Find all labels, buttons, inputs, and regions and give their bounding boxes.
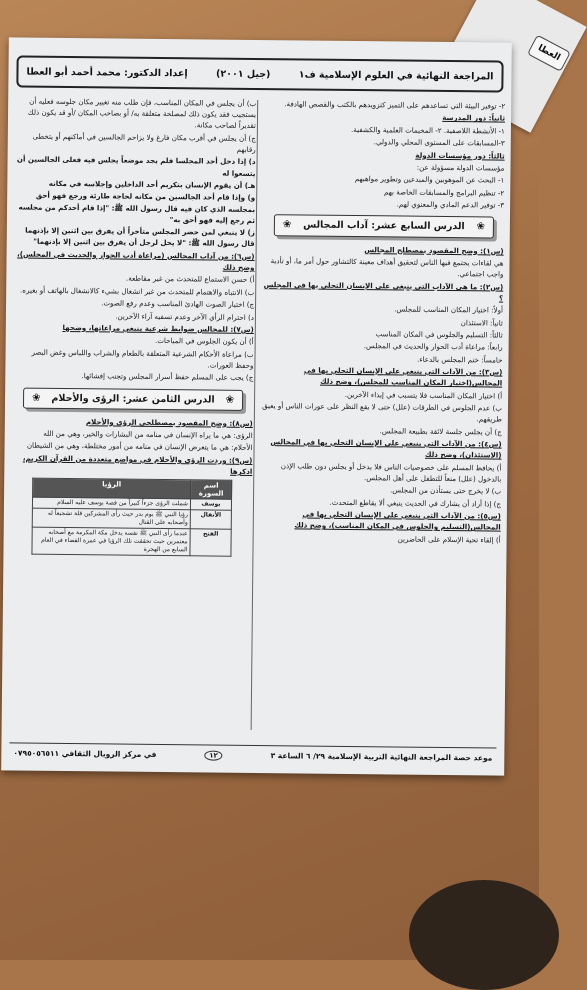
answer: ج) إذا أراد أن يشارك في الحديث ينبغي ألا يقاطع المتحدث.: [329, 497, 502, 509]
answer: ب) أن يجلس في المكان المناسب، فإن طلب منه تغيير مكان جلوسه فعليه أن يستجيب فقد يكون ذلك لمصلحة متعلقة به/ أو بصاحب المكان /أو قد يكون ذلك تقديراً لصاحب مكانة.: [27, 96, 257, 131]
answer: هي لقاءات يجتمع فيها الناس لتحقيق أهداف معينة كالتشاور حول أمر ما، أو تأدية واجب اجتماعي.: [270, 256, 504, 279]
text-line: ٢- تنظيم البرامج والمسابقات الخاصة بهم: [384, 187, 505, 198]
shoe-shadow: [409, 880, 559, 990]
answer: ج) أن يجلس جلسة لائقة بطبيعة المجلس.: [379, 425, 502, 437]
text-line: ٢- توفير البيئة التي تساعدهم على التميز كتزويدهم بالكتب والقصص الهادفة.: [284, 99, 506, 111]
lesson-17-title: الدرس السابع عشر: آداب المجالس: [303, 219, 465, 233]
answer: أولاً: اختيار المكان المناسب للمجلس.: [394, 304, 504, 315]
right-column: [259, 98, 506, 740]
text-line: ٣- توفير الدعم المادي والمعنوي لهم.: [396, 199, 505, 210]
table-cell-surah: الأنفال: [190, 510, 231, 529]
answer: أ) إلقاء تحية الإسلام على الحاضرين: [397, 534, 501, 545]
answer: و) وإذا قام أحد الجالسين من مكانه لحاجة طارئة ورجع فهو أحق بمجلسه الذي كان فيه قال رسول الله ﷺ: "إذا قام أحدكم من مجلسه ثم رجع إليه فهو أحق به": [18, 191, 256, 225]
table-header-row: [33, 478, 232, 499]
page-number: ١٢: [204, 750, 223, 760]
question: (س٩): وردت الرؤى والأحلام في مواضع متعددة من القرآن الكريم، اذكرها: [22, 453, 253, 477]
answer: د) احترام الرأي الآخر وعدم تسفيه آراء الآخرين.: [115, 311, 254, 322]
question: (س٢): ما هي الآداب التي ينبغي على الإنسان التحلي بها في المجلس ؟: [263, 279, 504, 303]
answer: رابعاً: مراعاة أدب الحوار والحديث في المجلس.: [363, 341, 503, 352]
answer: ب) لا يخرج حتى يستأذن من المجلس.: [389, 485, 502, 496]
question: (س٤): من الآداب التي ينبغي على الإنسان التحلي بها في المجالس (الاستئذان)، وضح ذلك: [270, 437, 502, 460]
answer: ب) مراعاة الأحكام الشرعية المتعلقة بالطعام والشراب واللباس وغض البصر وحفظ العورات.: [31, 347, 254, 370]
table-cell-surah: الفتح: [190, 529, 231, 556]
second-sheet-label: العطا: [527, 35, 571, 72]
banner-ornament-icon: ❀: [32, 392, 41, 404]
text-line: ١- الأنشطة اللاصفية. ٢- المخيمات العلمية والكشفية.: [351, 124, 505, 136]
answer: ب) الانتباه والاهتمام للمتحدث من غير انشغال بشيء كالانشغال بالهاتف أو بغيره.: [20, 285, 255, 297]
answer: ز) لا ينبغي لمن حضر المجلس متأخراً أن يفرق بين اثنين إلا بإذنهما قال رسول الله ﷺ: "لا يحل لرجل أن يفرق بين اثنين إلا بإذنهما": [25, 225, 255, 249]
lesson-18-banner: [23, 387, 243, 411]
question: (س٥): من الآداب التي ينبغي على الإنسان التحلي بها في المجالس(التسليم والجلوس في المكان المناسب)، وضح ذلك: [294, 509, 501, 532]
section-heading: ثالثاً: دور مؤسسات الدولة: [415, 150, 505, 161]
text-line: ١- البحث عن الموهوبين والمبدعين وتطوير مواهبهم: [354, 174, 505, 185]
table-row: [32, 508, 231, 529]
answer: خامساً: ختم المجلس بالدعاء.: [417, 354, 503, 365]
answer: الأحلام: هي ما يتعرض الإنسان في منامه من أمور مختلطة، وهي من الشيطان: [26, 441, 253, 453]
visions-table: [31, 478, 232, 557]
header-title: المراجعة النهائية في العلوم الإسلامية ف١: [298, 68, 494, 82]
text-line: ٣-المسابقات على المستوى المحلي والدولي.: [373, 137, 505, 148]
lesson-18-title: الدرس الثامن عشر: الرؤى والأحلام: [51, 392, 215, 406]
table-row: [32, 527, 231, 556]
answer: الرؤى: هي ما يراه الإنسان في منامه من البشارات والخير، وهي من الله: [43, 428, 253, 441]
table-header-cell: الرؤيا: [33, 478, 191, 499]
footer-center: في مركز الرويال الثقافي ٠٧٩٥٠٥٦٥١١: [13, 748, 157, 759]
answer: ج) اختيار الصوت الهادئ المناسب وعدم رفع الصوت.: [101, 298, 255, 310]
answer: ثانياً: الاستئذان: [460, 317, 503, 328]
answer: ب) عدم الجلوس في الطرقات (علل) حتى لا يقع النظر على عورات الناس أو يعيق طريقهم.: [262, 401, 503, 424]
page-header: [16, 55, 503, 92]
answer: د) إذا دخل أحد المجلسا فلم يجد موضعاً يجلس فيه فعلى الجالسين أن يتسعوا له: [16, 154, 256, 178]
answer: أ) حسن الاستماع للمتحدث من غير مقاطعة.: [125, 273, 255, 285]
table-cell-vision: عندما رأى النبي ﷺ نفسه يدخل مكة المكرمة مع أصحابه معتمرين حيث تحققت تلك الرؤيا في عمرة القضاء في العام السابع من الهجرة: [32, 527, 190, 556]
banner-ornament-icon: ❀: [282, 219, 292, 231]
footer-text: موعد حصة المراجعة النهائية التربية الإسلامية ٢٩/ ٦ الساعة ٣: [270, 751, 493, 763]
section-heading: ثانياً: دور المدرسة: [442, 113, 506, 123]
answer: ج) أن يجلس في أقرب مكان فارغ ولا يزاحم الجالسين في أماكنهم أو يتخطى رقابهم: [32, 131, 256, 154]
answer: أ) اختيار المكان المناسب فلا يتسبب في إيذاء الآخرين.: [344, 389, 503, 401]
answer: أ) يحافظ المسلم على خصوصيات الناس فلا يدخل أو يجلس دون طلب الإذن بالدخول (علل) منعاً للتطفل على أهل المجلس.: [280, 460, 502, 484]
answer: أ) أن يكون الجلوس في المباحات.: [154, 336, 254, 347]
table-header-cell: اسم السورة: [191, 480, 232, 499]
question: (س٧): للمجالس ضوابط شرعية ينبغي مراعاتها، وضحها: [62, 322, 254, 334]
header-generation: (جيل ٢٠٠١): [215, 68, 271, 80]
header-author: إعداد الدكتور: محمد أحمد أبو العطا: [26, 66, 188, 79]
worksheet-page: [1, 37, 512, 775]
banner-ornament-icon: ❀: [225, 394, 235, 406]
question: (س٦): من آداب المجالس (مراعاة أدب الحوار والحديث في المجلس)، وضح ذلك: [17, 249, 255, 272]
answer: ثالثاً: التسليم والجلوس في المكان المناسب: [375, 329, 503, 340]
table-cell-surah: يوسف: [190, 499, 231, 510]
question: (س١): وضح المقصود بمصطلح المجالس: [364, 244, 504, 256]
lesson-17-banner: [274, 215, 494, 239]
answer: هـ) أن يقوم الإنسان بتكريم أحد الداخلين وإجلاسه في مكانه: [48, 178, 256, 190]
page-footer: [9, 742, 496, 767]
banner-ornament-icon: ❀: [476, 221, 485, 233]
text-line: مؤسسات الدولة مسؤولة عن:: [416, 162, 505, 173]
table-cell-vision: شملت الرؤى جزءاً كبيراً من قصة يوسف عليه السلام: [32, 497, 190, 510]
question: (س٨): وضح المقصود بمصطلحي الرؤى والأحلام: [85, 416, 253, 428]
left-column: [10, 95, 257, 737]
table-cell-vision: رؤيا النبي ﷺ يوم بدر حيث رأى المشركين قلة تشجيعاً له وأصحابه على القتال: [32, 508, 190, 529]
answer: ج) يجب على المسلم حفظ أسرار المجلس وتجنب إفشائها.: [81, 371, 254, 383]
question: (س٣): من الآداب التي ينبغي على الإنسان التحلي بها في المجالس(اختيار المكان المناسب للمجلس)، وضح ذلك: [303, 365, 503, 388]
